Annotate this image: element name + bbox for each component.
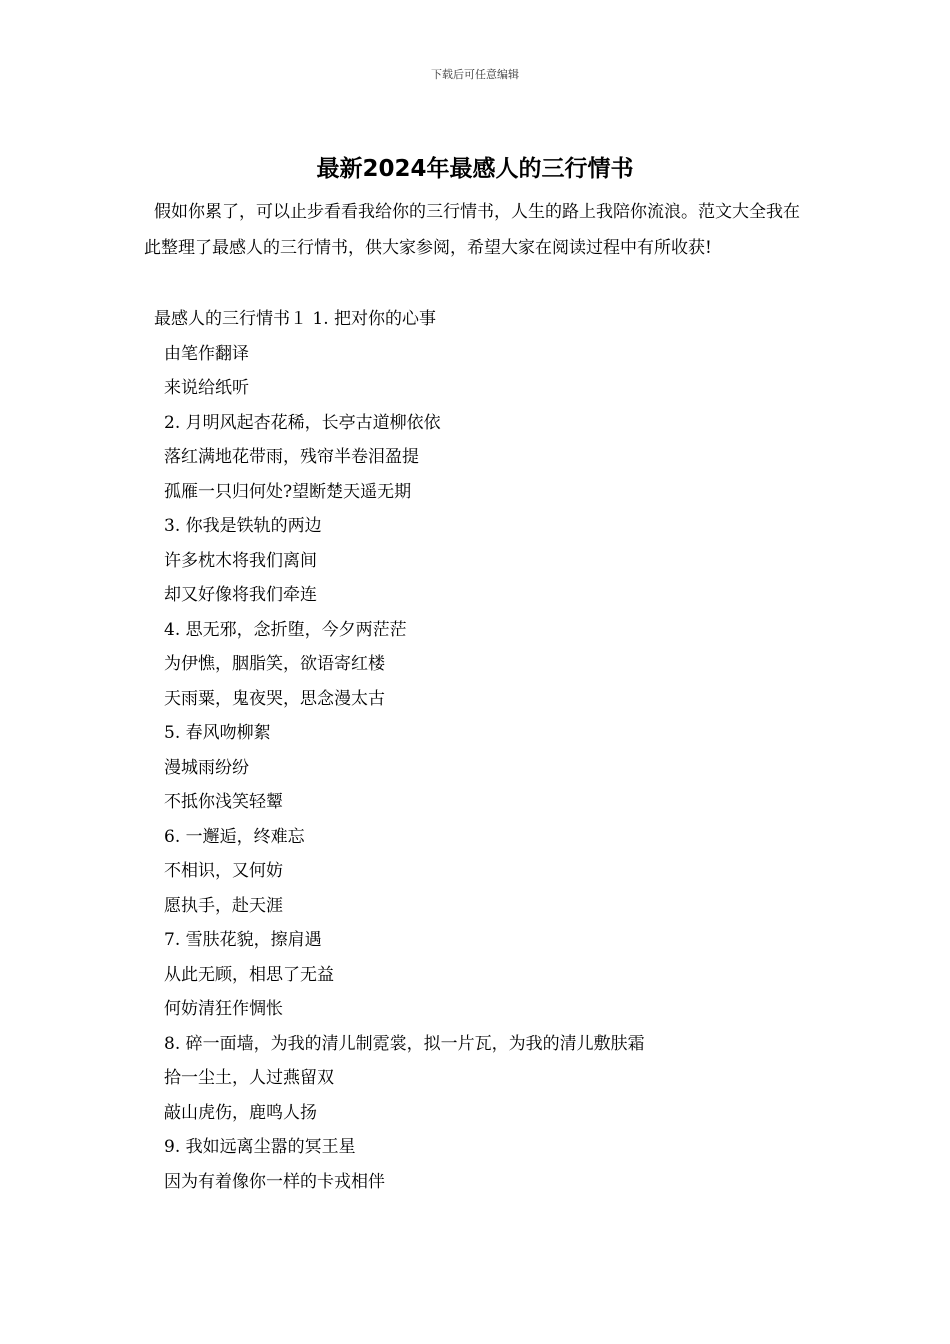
- poem-line: 敲山虎伤，鹿鸣人扬: [164, 1102, 317, 1123]
- section-heading-line: 最感人的三行情书１ 1. 把对你的心事: [154, 309, 437, 329]
- poem-line: 由笔作翻译: [164, 343, 249, 364]
- poem-line: 何妨清狂作惆怅: [164, 999, 283, 1019]
- poem-line: 9. 我如远离尘嚣的冥王星: [164, 1137, 356, 1157]
- poem-line: 因为有着像你一样的卡戎相伴: [164, 1171, 385, 1192]
- poem-line: 不抵你浅笑轻颦: [164, 792, 283, 812]
- poem-line: 来说给纸听: [164, 378, 249, 398]
- header-note: 下载后可任意编辑: [431, 68, 519, 81]
- poem-line: 7. 雪肤花貌，擦肩遇: [164, 930, 322, 950]
- poem-line: 却又好像将我们牵连: [164, 585, 317, 605]
- poem-line: 6. 一邂逅，终难忘: [164, 826, 305, 847]
- poem-line: 2. 月明风起杏花稀，长亭古道柳依依: [164, 412, 441, 433]
- poem-line: 天雨粟，鬼夜哭，思念漫太古: [164, 688, 385, 709]
- poem-line: 落红满地花带雨，残帘半卷泪盈提: [164, 447, 419, 467]
- poem-line: 从此无顾，相思了无益: [164, 964, 334, 985]
- poem-line: 不相识，又何妨: [164, 861, 283, 881]
- document-title: 最新2024年最感人的三行情书: [316, 156, 634, 182]
- poem-line: 3. 你我是铁轨的两边: [164, 516, 322, 536]
- poem-line: 许多枕木将我们离间: [164, 550, 317, 571]
- poem-line: 4. 思无邪，念折堕，今夕两茫茫: [164, 619, 407, 640]
- poem-line: 拾一尘土，人过燕留双: [164, 1068, 334, 1088]
- poem-line: 愿执手，赴天涯: [164, 895, 283, 916]
- poem-line: 8. 碎一面墙，为我的清儿制霓裳，拟一片瓦，为我的清儿敷肤霜: [164, 1033, 645, 1054]
- poem-lines: [0, 302, 950, 1199]
- poem-line: 为伊憔，胭脂笑，欲语寄红楼: [164, 654, 385, 674]
- poem-line: 孤雁一只归何处?望断楚天遥无期: [164, 481, 412, 502]
- intro-paragraph: 假如你累了，可以止步看看我给你的三行情书，人生的路上我陪你流浪。范文大全我在此整理了最感人的三行情书，供大家参阅，希望大家在阅读过程中有所收获!: [144, 202, 800, 258]
- poem-line: 漫城雨纷纷: [164, 757, 249, 778]
- poem-line: 5. 春风吻柳絮: [164, 723, 271, 743]
